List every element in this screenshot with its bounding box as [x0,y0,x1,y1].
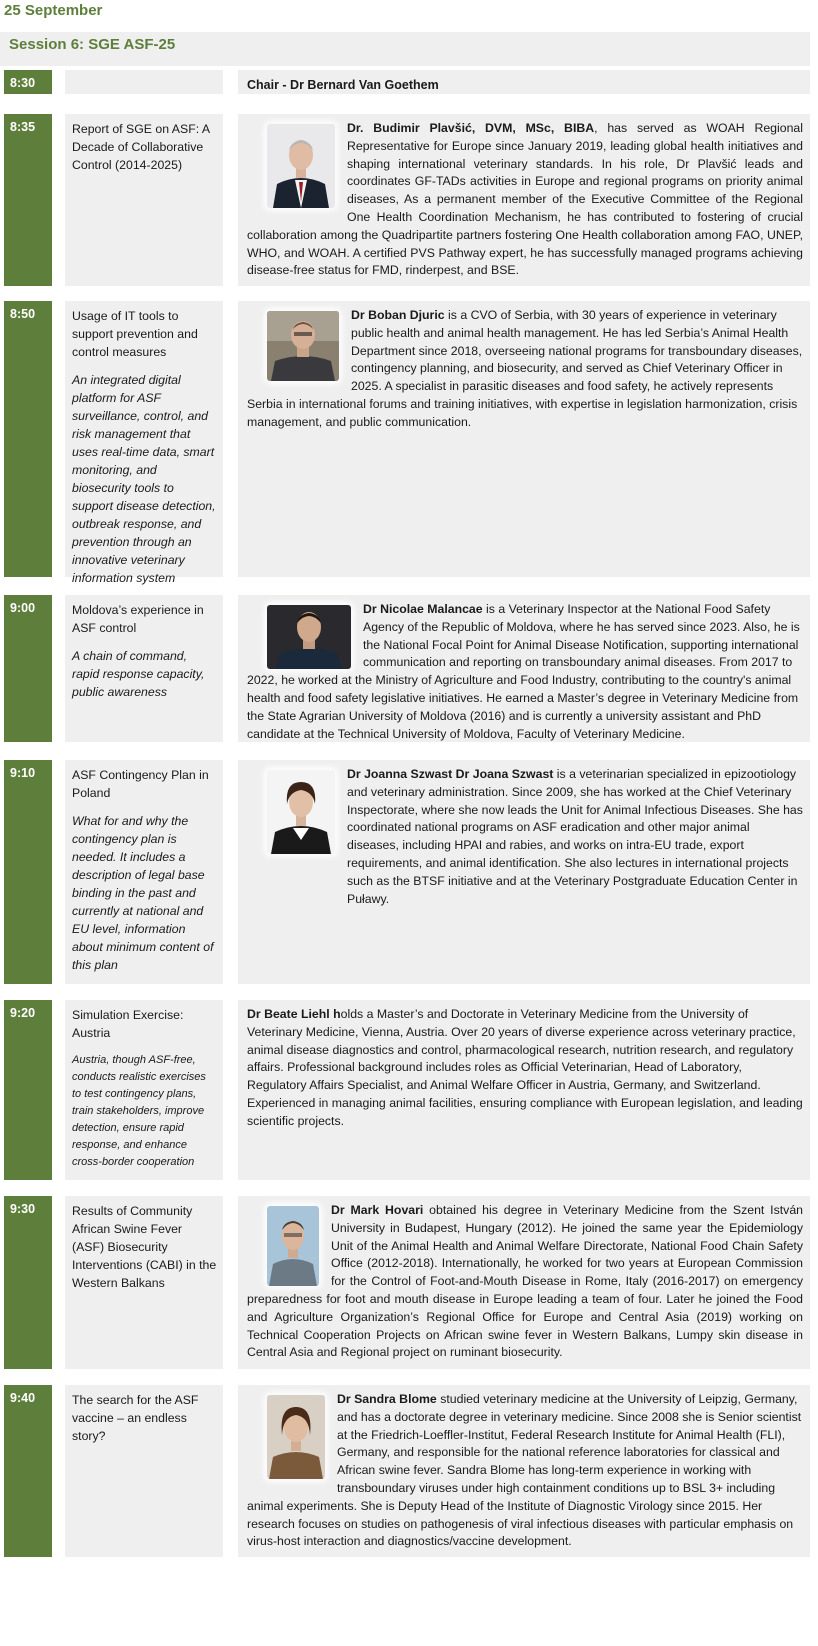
time-cell: 9:30 [4,1196,52,1369]
time-cell: 9:20 [4,1000,52,1180]
time-cell: 9:40 [4,1385,52,1557]
speaker-photo [267,1206,319,1286]
speaker-bio: is a CVO of Serbia, with 30 years of experience in veterinary public health and animal health management. He has led Serbia’s Animal Health Department since 2018, overseeing national programs for transboundary diseases, contingency planning, and biosecurity, and served as Chief Veterinary Officer in 2025. A specialist in parasitic diseases and food safety, he actively represents Serbia in international forums and training initiatives, with expertise in legislation harmonization, crisis management, and public communication. [247,308,803,429]
portrait-icon [267,605,351,669]
speaker-bio-cell [238,301,810,577]
speaker-bio: , has served as WOAH Regional Representative for Europe since January 2019, leading global health initiatives and shaping international veterinary standards. In his role, Dr Plavšić leads and coordinates GF-TADs activities in Europe and regional programs on priority animal diseases, As a permanent member of the Executive Committee of the Regional One Health Coordination Mechanism, he has contributed to fostering of crucial collaboration among the Quadripartite partners fostering One Health collaboration among FAO, UNEP, WHO, and WOAH. A certified PVS Pathway expert, he has successfully managed programs achieving disease-free status for FMD, rinderpest, and BSE. [247,121,804,278]
speaker-bio-cell [238,1385,810,1557]
speaker-name: Dr Sandra Blome [337,1392,437,1406]
date-heading: 25 September [4,2,103,19]
talk-title: ASF Contingency Plan in Poland [72,768,209,800]
talk-title: Moldova’s experience in ASF control [72,603,204,635]
speaker-name: Dr. Budimir Plavšić, DVM, MSc, BIBA [347,121,595,135]
speaker-name: Dr Boban Djuric [351,308,445,322]
portrait-icon [267,1395,325,1479]
talk-description: What for and why the contingency plan is needed. It includes a description of legal base binding in the past and currently at national and EU level, information about minimum content of this plan [72,814,214,972]
time-cell: 8:30 [4,70,52,94]
time-cell: 9:00 [4,595,52,742]
speaker-photo [267,311,339,381]
speaker-photo [267,124,335,208]
speaker-bio: olds a Master’s and Doctorate in Veterinary Medicine from the University of Veterinary Medicine, Vienna, Austria. Over 20 years of diverse experience across veterinary practice, animal disease diagnostics and control, pharmacological research, nutrition research, and regulatory affairs. Professional background includes roles as Official Veterinarian, Head of Laboratory, Regulatory Affairs Specialist, and Animal Welfare Officer in Austria, Germany, and Switzerland. Experienced in managing animal facilities, ensuring compliance with European legislation, and leading scientific projects. [247,1007,803,1128]
portrait-icon [267,770,335,854]
speaker-name: Dr Mark Hovari [331,1203,424,1217]
speaker-bio: is a Veterinary Inspector at the National Food Safety Agency of the Republic of Moldova, where he has served since 2023. Also, he is the National Focal Point for Animal Disease Notification, supporting international communication and reporting on transboundary animal diseases. From 2017 to 2022, he worked at the Ministry of Agriculture and Food Industry, contributing to the country's animal health and food safety legislative initiatives. He earned a Master’s degree in Veterinary Medicine from the State Agrarian University of Moldova (2016) and is currently a university assistant and PhD candidate at the Technical University of Moldova, Faculty of Veterinary Medicine. [247,602,800,741]
speaker-name: Dr Beate Liehl h [247,1007,341,1021]
talk-title-cell [65,301,223,585]
speaker-bio: studied veterinary medicine at the University of Leipzig, Germany, and has a doctorate degree in veterinary medicine. Since 2008 she is Senior scientist at the Friedrich-Loeffler-Institut, Federal Research Institute for Animal Health (FLI), Germany, and responsible for the national reference laboratories for classical and African swine fever. Sandra Blome has long-term experience in working with transboundary viruses under high containment conditions up to BSL 3+ including animal experiments. She is Deputy Head of the Institute of Diagnostic Virology since 2015. Her research focuses on studies on pathogenesis of viral infectious diseases with particular emphasis on virus-host interaction and diagnostics/vaccine development. [247,1392,802,1549]
talk-title-cell [65,1385,223,1557]
talk-title-cell [65,1000,223,1180]
talk-title-cell [65,114,223,286]
talk-title-cell [65,595,223,742]
speaker-name: Dr Joanna Szwast Dr Joana Szwast [347,767,554,781]
portrait-icon [267,1206,319,1286]
talk-title: The search for the ASF vaccine – an endless story? [72,1393,199,1443]
speaker-photo [267,605,351,669]
portrait-icon [267,124,335,208]
talk-title: Usage of IT tools to support prevention and control measures [72,309,198,359]
speaker-photo [267,1395,325,1479]
chair-label: Chair - Dr Bernard Van Goethem [247,78,439,92]
speaker-bio: obtained his degree in Veterinary Medicine from the Szent István University in Budapest, Hungary (2012). He joined the same year the Epidemiology Unit of the Animal Health and Animal Welfare Directorate, National Food Chain Safety Office (2012-2018). Internationally, he worked for two years at European Commission for the Control of Foot-and-Mouth Disease in Rome, Italy (2016-2017) on emergency preparedness for foot and mouth disease in Europe leading a team of four. Later he joined the Food and Agriculture Organization’s Regional Office for Europe and Central Asia (2019) working on Technical Cooperation Projects on African swine fever in Western Balkans, Lumpy skin disease in Central Asia and Regional project on ruminant biosecurity. [247,1203,803,1360]
talk-title-cell [65,1196,223,1369]
talk-description: A chain of command, rapid response capacity, public awareness [72,649,205,699]
time-cell: 8:50 [4,301,52,577]
speaker-photo [267,770,335,854]
talk-description: An integrated digital platform for ASF surveillance, control, and risk management that uses real-time data, smart monitoring, and biosecurity tools to support disease detection, outbreak response, and prevention through an innovative veterinary information system [72,373,216,585]
chair-cell [238,70,810,94]
speaker-bio-cell [238,760,810,984]
session-title-cell [65,70,223,94]
speaker-name: Dr Nicolae Malancae [363,602,483,616]
time-cell: 8:35 [4,114,52,286]
speaker-bio-cell [238,1000,810,1180]
time-cell: 9:10 [4,760,52,984]
talk-title: Report of SGE on ASF: A Decade of Collaborative Control (2014-2025) [72,122,210,172]
speaker-bio-cell [238,114,810,286]
talk-title-cell [65,760,223,984]
talk-title: Results of Community African Swine Fever (ASF) Biosecurity Interventions (CABI) in the Western Balkans [72,1204,217,1290]
speaker-bio-cell [238,1196,810,1369]
speaker-bio-cell [238,595,810,742]
talk-title: Simulation Exercise: Austria [72,1008,184,1040]
speaker-bio: is a veterinarian specialized in epizootiology and veterinary administration. Since 2009, she has worked at the Chief Veterinary Inspectorate, where she now leads the Unit for Animal Infectious Diseases. She has coordinated national programs on ASF eradication and other major animal diseases, including HPAI and rabies, and works on intra-EU trade, export requirements, and animal identification. She also lectures in international projects such as the BTSF initiative and at the Veterinary Postgraduate Education Center in Puławy. [347,767,803,906]
talk-description: Austria, though ASF-free, conducts realistic exercises to test contingency plans, train stakeholders, improve detection, ensure rapid response, and enhance cross-border cooperation [72,1054,206,1168]
portrait-icon [267,311,339,381]
session-title: Session 6: SGE ASF-25 [9,36,176,53]
